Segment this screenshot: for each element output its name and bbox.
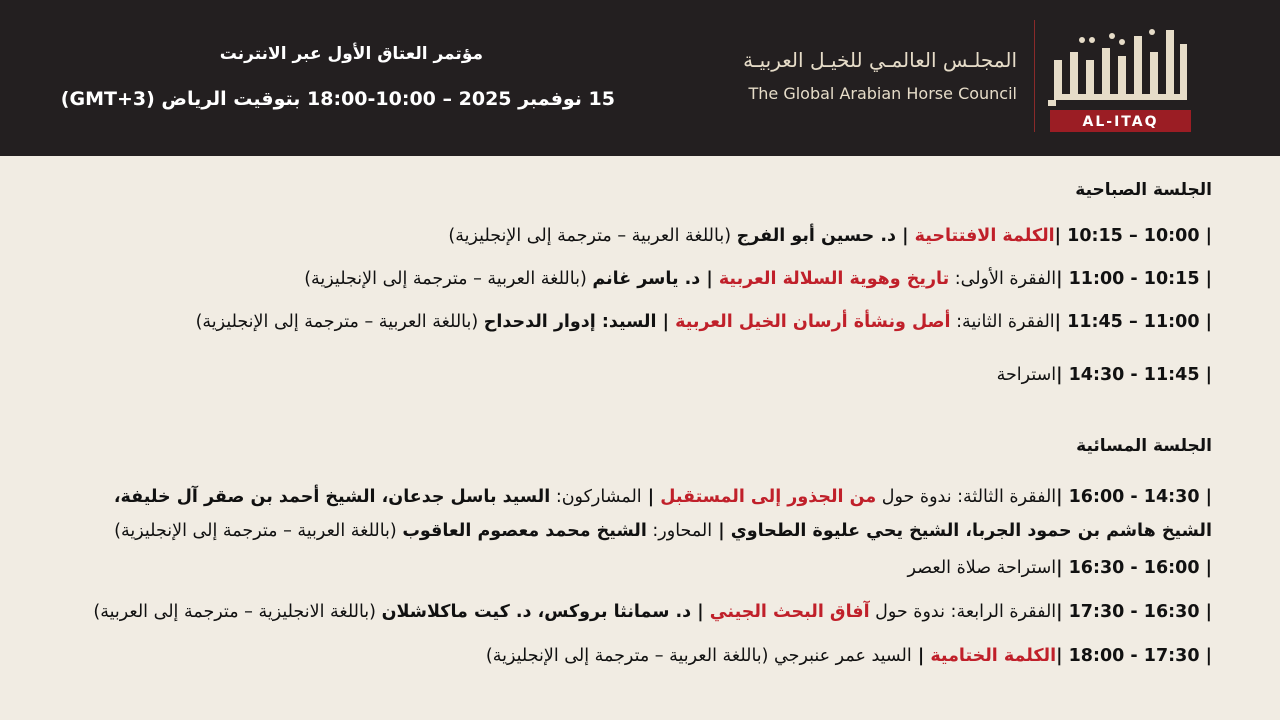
row-separator: | <box>1056 646 1069 666</box>
row-separator: | <box>1056 558 1069 578</box>
speaker-or-separator: | <box>691 602 710 622</box>
evening-row <box>908 558 1212 578</box>
row-separator: | <box>1199 558 1212 578</box>
morning-row <box>997 365 1212 385</box>
row-separator: | <box>1056 269 1069 289</box>
row-text: استراحة <box>996 365 1057 385</box>
session-topic: تاريخ وهوية السلالة العربية <box>718 269 950 289</box>
speaker-or-separator: | <box>911 646 931 666</box>
time-slot: 16:30 - 17:30 <box>1068 602 1200 622</box>
speaker-or-separator: د. ياسر غانم <box>592 269 701 289</box>
council-name-english: The Global Arabian Horse Council <box>748 84 1017 103</box>
session-topic: الكلمة الختامية <box>930 646 1057 666</box>
row-separator: | <box>1199 312 1212 332</box>
row-separator: | <box>1056 365 1069 385</box>
row-text: الفقرة الثالثة: ندوة حول <box>876 487 1057 507</box>
council-name-arabic: المجلـس العالمـي للخيـل العربيـة <box>743 48 1017 72</box>
row-separator: | <box>1199 269 1212 289</box>
morning-row <box>304 269 1212 289</box>
morning-row <box>196 312 1212 332</box>
row-text: (باللغة العربية – مترجمة إلى الإنجليزية) <box>304 269 593 289</box>
row-text: (باللغة الانجليزية – مترجمة إلى العربية) <box>93 602 382 622</box>
row-separator: | <box>1199 487 1212 507</box>
row-separator: | <box>1054 226 1068 246</box>
row-separator: | <box>1199 602 1212 622</box>
speaker-or-separator: | <box>712 521 731 541</box>
speaker-or-separator: السيد: إدوار الدحداح <box>483 312 657 332</box>
row-separator: | <box>1054 312 1068 332</box>
row-text: الفقرة الأولى: <box>949 269 1057 289</box>
time-slot: 11:45 - 14:30 <box>1068 365 1200 385</box>
session-topic: أصل ونشأة أرسان الخيل العربية <box>675 312 951 332</box>
conference-date: 15 نوفمبر 2025 – 10:00-18:00 بتوقيت الرياض (GMT+3) <box>60 88 615 110</box>
morning-row <box>448 226 1212 246</box>
row-text: المشاركون: <box>550 487 642 507</box>
row-text: (باللغة العربية – مترجمة إلى الإنجليزية) <box>448 226 737 246</box>
evening-row <box>93 602 1212 622</box>
row-text: الفقرة الرابعة: ندوة حول <box>869 602 1057 622</box>
logo-text: AL-ITAQ <box>1082 114 1159 130</box>
speaker-or-separator: الشيخ محمد معصوم العاقوب <box>402 521 647 541</box>
morning-session-heading: الجلسة الصباحية <box>1075 180 1212 200</box>
row-text: (باللغة العربية – مترجمة إلى الإنجليزية) <box>114 521 403 541</box>
row-separator: | <box>1056 602 1069 622</box>
row-text: السيد عمر عنبرجي (باللغة العربية – مترجمة إلى الإنجليزية) <box>485 646 912 666</box>
row-separator: | <box>1056 487 1069 507</box>
speaker-or-separator: | <box>896 226 915 246</box>
time-slot: 17:30 - 18:00 <box>1068 646 1200 666</box>
speaker-or-separator: | <box>700 269 719 289</box>
time-slot: 10:00 – 10:15 <box>1067 226 1200 246</box>
evening-row <box>70 480 1212 548</box>
row-text: الفقرة الثانية: <box>950 312 1055 332</box>
evening-row <box>486 646 1212 666</box>
speaker-or-separator: | <box>656 312 676 332</box>
time-slot: 11:00 – 11:45 <box>1067 312 1200 332</box>
speaker-or-separator: د. سمانثا بروكس، د. كيت ماكلاشلان <box>381 602 692 622</box>
evening-session-heading: الجلسة المسائية <box>1076 436 1212 456</box>
al-itaq-logo <box>1048 22 1193 134</box>
row-text: (باللغة العربية – مترجمة إلى الإنجليزية) <box>195 312 484 332</box>
time-slot: 16:00 - 16:30 <box>1068 558 1200 578</box>
row-separator: | <box>1199 226 1212 246</box>
header-bar <box>0 0 1280 156</box>
session-topic: الكلمة الافتتاحية <box>914 226 1055 246</box>
header-divider <box>1034 20 1035 132</box>
speaker-or-separator: د. حسين أبو الفرج <box>736 226 897 246</box>
row-text: استراحة صلاة العصر <box>907 558 1057 578</box>
row-text: المحاور: <box>646 521 713 541</box>
row-separator: | <box>1199 365 1212 385</box>
speaker-or-separator: السيد باسل جدعان، الشيخ أحمد بن صقر آل خليفة، الشيخ هاشم بن حمود الجربا، الشيخ يحي عليوة الطحاوي <box>113 487 1212 541</box>
time-slot: 14:30 - 16:00 <box>1068 487 1200 507</box>
speaker-or-separator: | <box>641 487 661 507</box>
time-slot: 10:15 - 11:00 <box>1068 269 1200 289</box>
row-separator: | <box>1199 646 1212 666</box>
session-topic: من الجذور إلى المستقبل <box>660 487 877 507</box>
conference-title: مؤتمر العتاق الأول عبر الانترنت <box>219 44 483 64</box>
session-topic: آفاق البحث الجيني <box>709 602 870 622</box>
